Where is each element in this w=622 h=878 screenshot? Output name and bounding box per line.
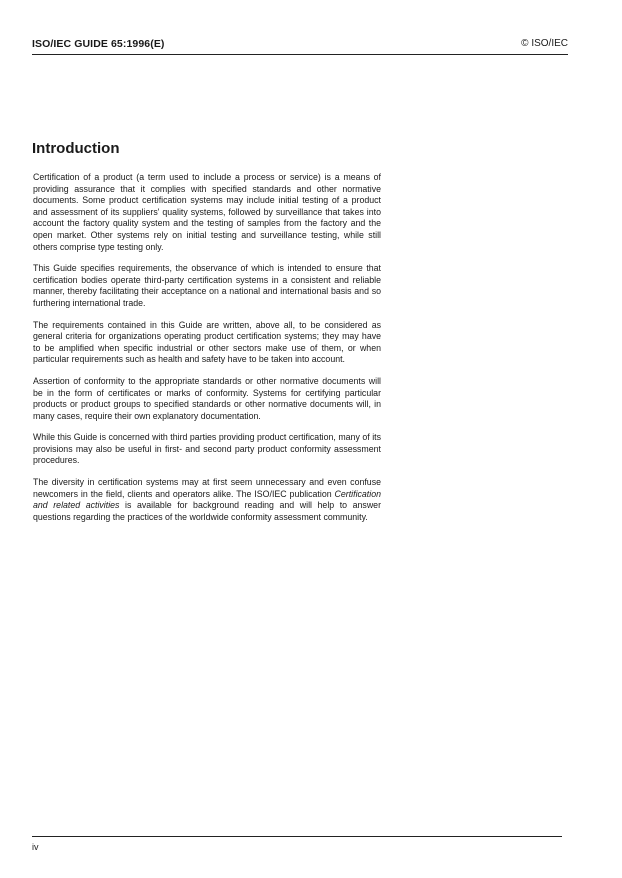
page-number: iv [32,842,39,852]
introduction-body [33,172,381,533]
paragraph: While this Guide is concerned with third parties providing product certification, many of its provisions may also be useful in first- and second party product conformity assessment procedures. [33,432,381,466]
document-identifier: ISO/IEC GUIDE 65:1996(E) [32,38,165,50]
paragraph-text: The diversity in certification systems may at first seem unnecessary and even confuse newcomers in the field, clients and operators alike. The ISO/IEC publication [33,477,381,499]
paragraph: The requirements contained in this Guide are written, above all, to be considered as general criteria for organizations operating product certification systems; they may have to be amplified when specific industrial or other sectors make use of them, or when particular requirements such as health and safety have to be taken into account. [33,319,381,365]
paragraph-text: is available for background reading and will help to answer questions regarding the practices of the worldwide conformity assessment community. [33,500,381,522]
paragraph: Assertion of conformity to the appropriate standards or other normative documents will be in the form of certificates or marks of conformity. Systems for certifying particular products or product groups to specified standards or other normative documents will, in many cases, require their own explanatory documentation. [33,375,381,421]
paragraph: Certification of a product (a term used to include a process or service) is a means of providing assurance that it complies with specified standards and other normative documents. Some product certification systems may include initial testing of a product and assessment of its suppliers' quality systems, followed by surveillance that takes into account the factory quality system and the testing of samples from the factory and the open market. Other systems rely on initial testing and surveillance testing, while still others comprise type testing only. [33,172,381,252]
copyright-notice: © ISO/IEC [521,38,568,49]
footer-rule [32,836,562,837]
paragraph: This Guide specifies requirements, the observance of which is intended to ensure that certification bodies operate third-party certification systems in a consistent and reliable manner, thereby facilitating their acceptance on a national and international basis and so furthering international trade. [33,263,381,308]
running-header [32,38,568,52]
publication-title: Certification and related activities [33,488,381,511]
section-title: Introduction [32,140,120,157]
header-rule [32,54,568,55]
paragraph-with-publication-reference [33,477,381,523]
